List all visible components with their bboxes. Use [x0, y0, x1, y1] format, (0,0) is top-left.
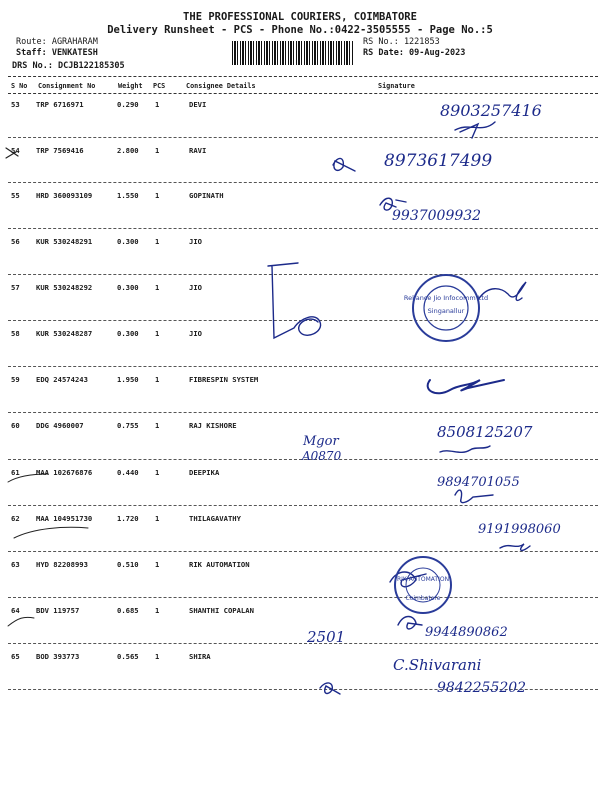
- cell-pcs: 1: [155, 329, 160, 338]
- cell-consignment: MAA 104951730: [36, 514, 93, 523]
- row-divider: [8, 228, 598, 229]
- route-label: Route: AGRAHARAM: [16, 37, 98, 47]
- cell-consignee: JIO: [189, 237, 202, 246]
- cell-sno: 65: [11, 652, 20, 661]
- cell-pcs: 1: [155, 560, 160, 569]
- row-divider: [8, 137, 598, 138]
- cell-consignee: FIBRESPIN SYSTEM: [189, 375, 259, 384]
- cell-weight: 0.290: [117, 100, 139, 109]
- cell-sno: 54: [11, 146, 20, 155]
- rs-number: RS No.: 1221853: [363, 37, 440, 47]
- cell-consignee: SHIRA: [189, 652, 211, 661]
- cell-sno: 59: [11, 375, 20, 384]
- cell-weight: 1.550: [117, 191, 139, 200]
- cell-sno: 64: [11, 606, 20, 615]
- col-header-signature: Signature: [378, 82, 415, 90]
- cell-consignment: MAA 102676876: [36, 468, 93, 477]
- row-divider: [8, 182, 598, 183]
- cell-consignment: HYD 82208993: [36, 560, 88, 569]
- row-divider: [8, 320, 598, 321]
- cell-consignee: DEVI: [189, 100, 207, 109]
- cell-weight: 0.510: [117, 560, 139, 569]
- cell-weight: 0.300: [117, 283, 139, 292]
- cell-weight: 0.685: [117, 606, 139, 615]
- cell-consignment: KUR 530248287: [36, 329, 93, 338]
- cell-weight: 2.800: [117, 146, 139, 155]
- cell-weight: 0.440: [117, 468, 139, 477]
- handwritten-name: C.Shivarani: [393, 656, 482, 674]
- cell-consignee: JIO: [189, 329, 202, 338]
- row-divider: [8, 643, 598, 644]
- stamp-company-text: Reliance Jio Infocomm Ltd: [403, 294, 489, 302]
- cell-pcs: 1: [155, 191, 160, 200]
- cell-weight: 0.755: [117, 421, 139, 430]
- row-divider: [8, 366, 598, 367]
- cell-pcs: 1: [155, 146, 160, 155]
- cell-sno: 58: [11, 329, 20, 338]
- staff-label: Staff: VENKATESH: [16, 48, 98, 58]
- col-header-consignment: Consignment No: [38, 82, 96, 90]
- cell-pcs: 1: [155, 468, 160, 477]
- cell-consignee: GOPINATH: [189, 191, 224, 200]
- stamp-company-text: RIK AUTOMATION: [396, 576, 450, 583]
- cell-consignment: BDV 119757: [36, 606, 80, 615]
- cell-sno: 57: [11, 283, 20, 292]
- col-header-weight: Weight: [118, 82, 143, 90]
- handwritten-phone: 9894701055: [437, 475, 520, 490]
- handwritten-phone: 9937009932: [392, 208, 482, 224]
- cell-pcs: 1: [155, 375, 160, 384]
- handwritten-phone: 8508125207: [437, 423, 533, 441]
- handwritten-note: 2501: [307, 628, 346, 646]
- cell-consignee: RIK AUTOMATION: [189, 560, 250, 569]
- cell-consignee: DEEPIKA: [189, 468, 220, 477]
- row-divider: [8, 689, 598, 690]
- cell-pcs: 1: [155, 100, 160, 109]
- drs-number: DRS No.: DCJB122185305: [12, 61, 125, 71]
- cell-consignment: HRD 360093109: [36, 191, 93, 200]
- cell-weight: 0.300: [117, 329, 139, 338]
- cell-sno: 63: [11, 560, 20, 569]
- cell-weight: 1.720: [117, 514, 139, 523]
- company-title: THE PROFESSIONAL COURIERS, COIMBATORE: [183, 11, 417, 23]
- cell-consignment: TRP 7569416: [36, 146, 84, 155]
- cell-pcs: 1: [155, 514, 160, 523]
- cell-pcs: 1: [155, 237, 160, 246]
- cell-pcs: 1: [155, 652, 160, 661]
- cell-consignee: RAVI: [189, 146, 207, 155]
- cell-consignee: THILAGAVATHY: [189, 514, 241, 523]
- cell-weight: 1.950: [117, 375, 139, 384]
- handwritten-note: Mgor: [303, 434, 339, 449]
- cell-sno: 56: [11, 237, 20, 246]
- cell-consignee: SHANTHI COPALAN: [189, 606, 254, 615]
- stamp-city-text: Singanallur: [427, 307, 465, 315]
- row-divider: [8, 551, 598, 552]
- cell-consignment: TRP 6716971: [36, 100, 84, 109]
- cell-weight: 0.300: [117, 237, 139, 246]
- handwritten-phone: 9191998060: [478, 522, 561, 537]
- cell-pcs: 1: [155, 421, 160, 430]
- rs-date: RS Date: 09-Aug-2023: [363, 48, 466, 58]
- handwritten-note: A0870: [302, 449, 342, 463]
- cell-weight: 0.565: [117, 652, 139, 661]
- cell-sno: 61: [11, 468, 20, 477]
- cell-sno: 55: [11, 191, 20, 200]
- cell-consignment: BOD 393773: [36, 652, 80, 661]
- cell-consignee: JIO: [189, 283, 202, 292]
- cell-consignment: DDG 4960007: [36, 421, 84, 430]
- cell-consignee: RAJ KISHORE: [189, 421, 237, 430]
- cell-consignment: KUR 530248291: [36, 237, 93, 246]
- row-divider: [8, 505, 598, 506]
- cell-consignment: KUR 530248292: [36, 283, 93, 292]
- stamp-city-text: Coimbatore: [405, 595, 441, 602]
- handwritten-phone: 8973617499: [384, 151, 493, 171]
- row-divider: [8, 412, 598, 413]
- cell-sno: 60: [11, 421, 20, 430]
- col-header-pcs: PCS: [153, 82, 166, 90]
- handwritten-phone: 9944890862: [425, 625, 508, 640]
- cell-sno: 62: [11, 514, 20, 523]
- handwritten-phone: 8903257416: [440, 101, 542, 120]
- row-divider: [8, 597, 598, 598]
- row-divider: [8, 274, 598, 275]
- cell-sno: 53: [11, 100, 20, 109]
- col-header-sno: S No: [11, 82, 28, 90]
- col-header-consignee: Consignee Details: [186, 82, 256, 90]
- handwritten-phone: 9842255202: [437, 680, 527, 696]
- cell-pcs: 1: [155, 283, 160, 292]
- runsheet-subtitle: Delivery Runsheet - PCS - Phone No.:0422-3505555 - Page No.:5: [107, 24, 493, 36]
- row-divider: [8, 459, 598, 460]
- cell-pcs: 1: [155, 606, 160, 615]
- cell-consignment: EDQ 24574243: [36, 375, 88, 384]
